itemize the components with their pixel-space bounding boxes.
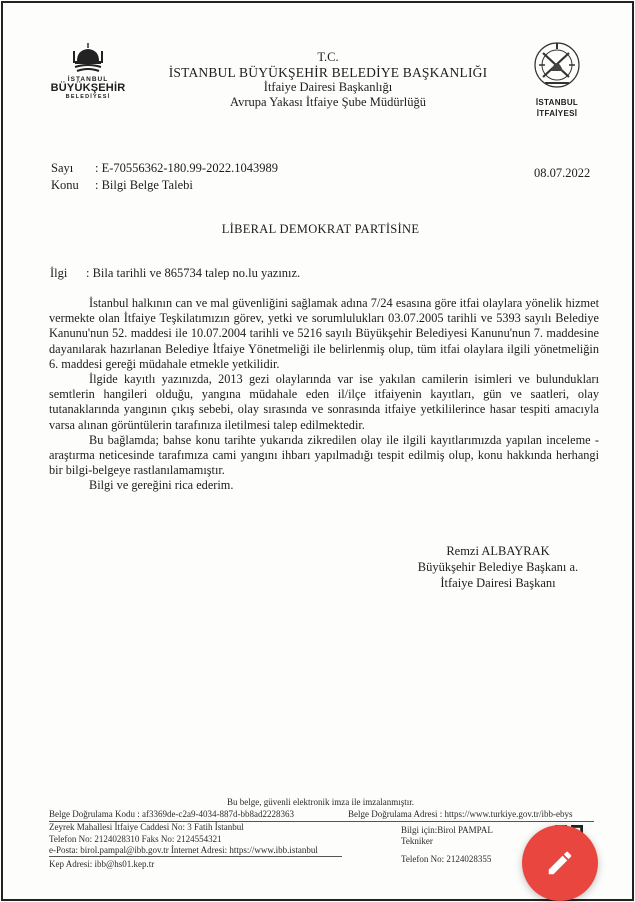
paragraph-4: Bilgi ve gereğini rica ederim. bbox=[89, 478, 234, 493]
edit-fab-button[interactable] bbox=[522, 825, 598, 901]
department-name: İtfaiye Dairesi Başkanlığı bbox=[263, 80, 393, 94]
recipient: LİBERAL DEMOKRAT PARTİSİNE bbox=[221, 222, 420, 236]
signer-title-1: Büyükşehir Belediye Başkanı a. bbox=[417, 560, 579, 574]
document-page bbox=[1, 1, 634, 901]
logo-text-belediyesi: BELEDİYESİ bbox=[65, 94, 111, 100]
footer-email-web: e-Posta: birol.pampal@ibb.gov.tr İnternet Adresi: https://www.ibb.istanbul bbox=[49, 845, 318, 855]
fire-department-logo bbox=[527, 39, 587, 129]
info-role: Tekniker bbox=[401, 836, 433, 846]
paragraph-3: Bu bağlamda; bahse konu tarihte yukarıda zikredilen olay ile ilgili kayıtlarımızda yapılan inceleme - araştırma neticesinde tarafımıza cami yangını ihbarı yapılmadığı tespit edilmiş olup, konu hakkında herhangi bir bilgi-belgeye rastlanılamamıştır. bbox=[49, 432, 599, 478]
contact-block bbox=[49, 822, 318, 857]
fire-department-emblem-icon bbox=[531, 39, 583, 91]
document-meta bbox=[51, 160, 278, 194]
verification-code: Belge Doğrulama Kodu : af3369de-c2a9-4034-887d-bb8ad2228363 bbox=[49, 809, 294, 819]
signer-name: Remzi ALBAYRAK bbox=[446, 544, 550, 558]
konu-value: : Bilgi Belge Talebi bbox=[95, 178, 193, 192]
letterhead bbox=[163, 50, 493, 110]
branch-name: Avrupa Yakası İtfaiye Şube Müdürlüğü bbox=[230, 95, 426, 109]
meta-row-sayi bbox=[51, 160, 278, 177]
footer-divider-2 bbox=[49, 856, 342, 857]
e-signature-note: Bu belge, güvenli elektronik imza ile imzalanmıştır. bbox=[227, 797, 414, 807]
footer-kep: Kep Adresi: ibb@hs01.kep.tr bbox=[49, 859, 155, 869]
logo-text-buyuksehir: BÜYÜKŞEHİR bbox=[50, 82, 126, 94]
reference-label: İlgi bbox=[50, 266, 68, 280]
signature-block bbox=[398, 543, 598, 591]
verification-address: Belge Doğrulama Adresi : https://www.turkiye.gov.tr/ibb-ebys bbox=[348, 809, 573, 819]
document-date: 08.07.2022 bbox=[534, 166, 591, 180]
sayi-label: Sayı bbox=[51, 161, 74, 175]
logo-text-istanbul: İSTANBUL bbox=[67, 76, 109, 83]
tc-heading: T.C. bbox=[317, 50, 339, 64]
pencil-icon bbox=[545, 848, 575, 878]
reference-line bbox=[50, 266, 300, 281]
info-person: Bilgi için:Birol PAMPAL bbox=[401, 825, 493, 835]
info-phone: Telefon No: 2124028355 bbox=[401, 854, 492, 864]
konu-label: Konu bbox=[51, 178, 79, 192]
info-contact-block bbox=[401, 825, 493, 865]
paragraph-2: İlgide kayıtlı yazınızda, 2013 gezi olaylarında var ise yakılan camilerin isimleri ve bulundukları semtlerin hangileri olduğu, yangına müdahale eden il/ilçe itfaiyenin kayıtları, gün ve saatleri, olay tutanaklarında yangının çıkış sebebi, olay sırasında ve sonrasında itfaiye yetkililerince hasar tespiti amacıyla varsa alınan görüntülerin tarafınıza iletilmesi talep edilmektedir. bbox=[49, 372, 599, 432]
fire-logo-text-istanbul: İSTANBUL bbox=[535, 98, 579, 107]
organization-name: İSTANBUL BÜYÜKŞEHİR BELEDİYE BAŞKANLIĞI bbox=[168, 65, 488, 80]
meta-row-konu bbox=[51, 177, 278, 194]
paragraph-1: İstanbul halkının can ve mal güvenliğini sağlamak adına 7/24 esasına göre itfai olaylara yönelik hizmet vermekte olan İtfaiye Teşkilatımızın görev, yetki ve sorumlulukları 03.07.2005 tarihli ve 5393 sayılı Belediye Kanunu'nun 52. maddesi ile 10.07.2004 tarihli ve 5216 sayılı Büyükşehir Belediyesi Kanunu'nun 7. maddesine dayanılarak hazırlanan Belediye İtfaiye Yönetmeliği ile belirlenmiş olup, tüm itfai olaylara ilgili yönetmeliğin 6. maddesi gereği müdahale etmekle yetkilidir. bbox=[49, 296, 599, 371]
footer-phone-fax: Telefon No: 2124028310 Faks No: 2124554321 bbox=[49, 833, 222, 844]
letter-body bbox=[49, 296, 599, 494]
signer-title-2: İtfaiye Dairesi Başkanı bbox=[440, 576, 556, 590]
fire-logo-text-itfaiyesi: İTFAİYESİ bbox=[536, 109, 578, 118]
ibb-logo bbox=[47, 41, 129, 111]
footer-address: Zeyrek Mahallesi İtfaiye Caddesi No: 3 Fatih İstanbul bbox=[49, 822, 244, 832]
ibb-mosque-logo-icon bbox=[71, 41, 105, 75]
reference-value: : Bila tarihli ve 865734 talep no.lu yazınız. bbox=[86, 266, 301, 280]
sayi-value: : E-70556362-180.99-2022.1043989 bbox=[95, 161, 278, 175]
